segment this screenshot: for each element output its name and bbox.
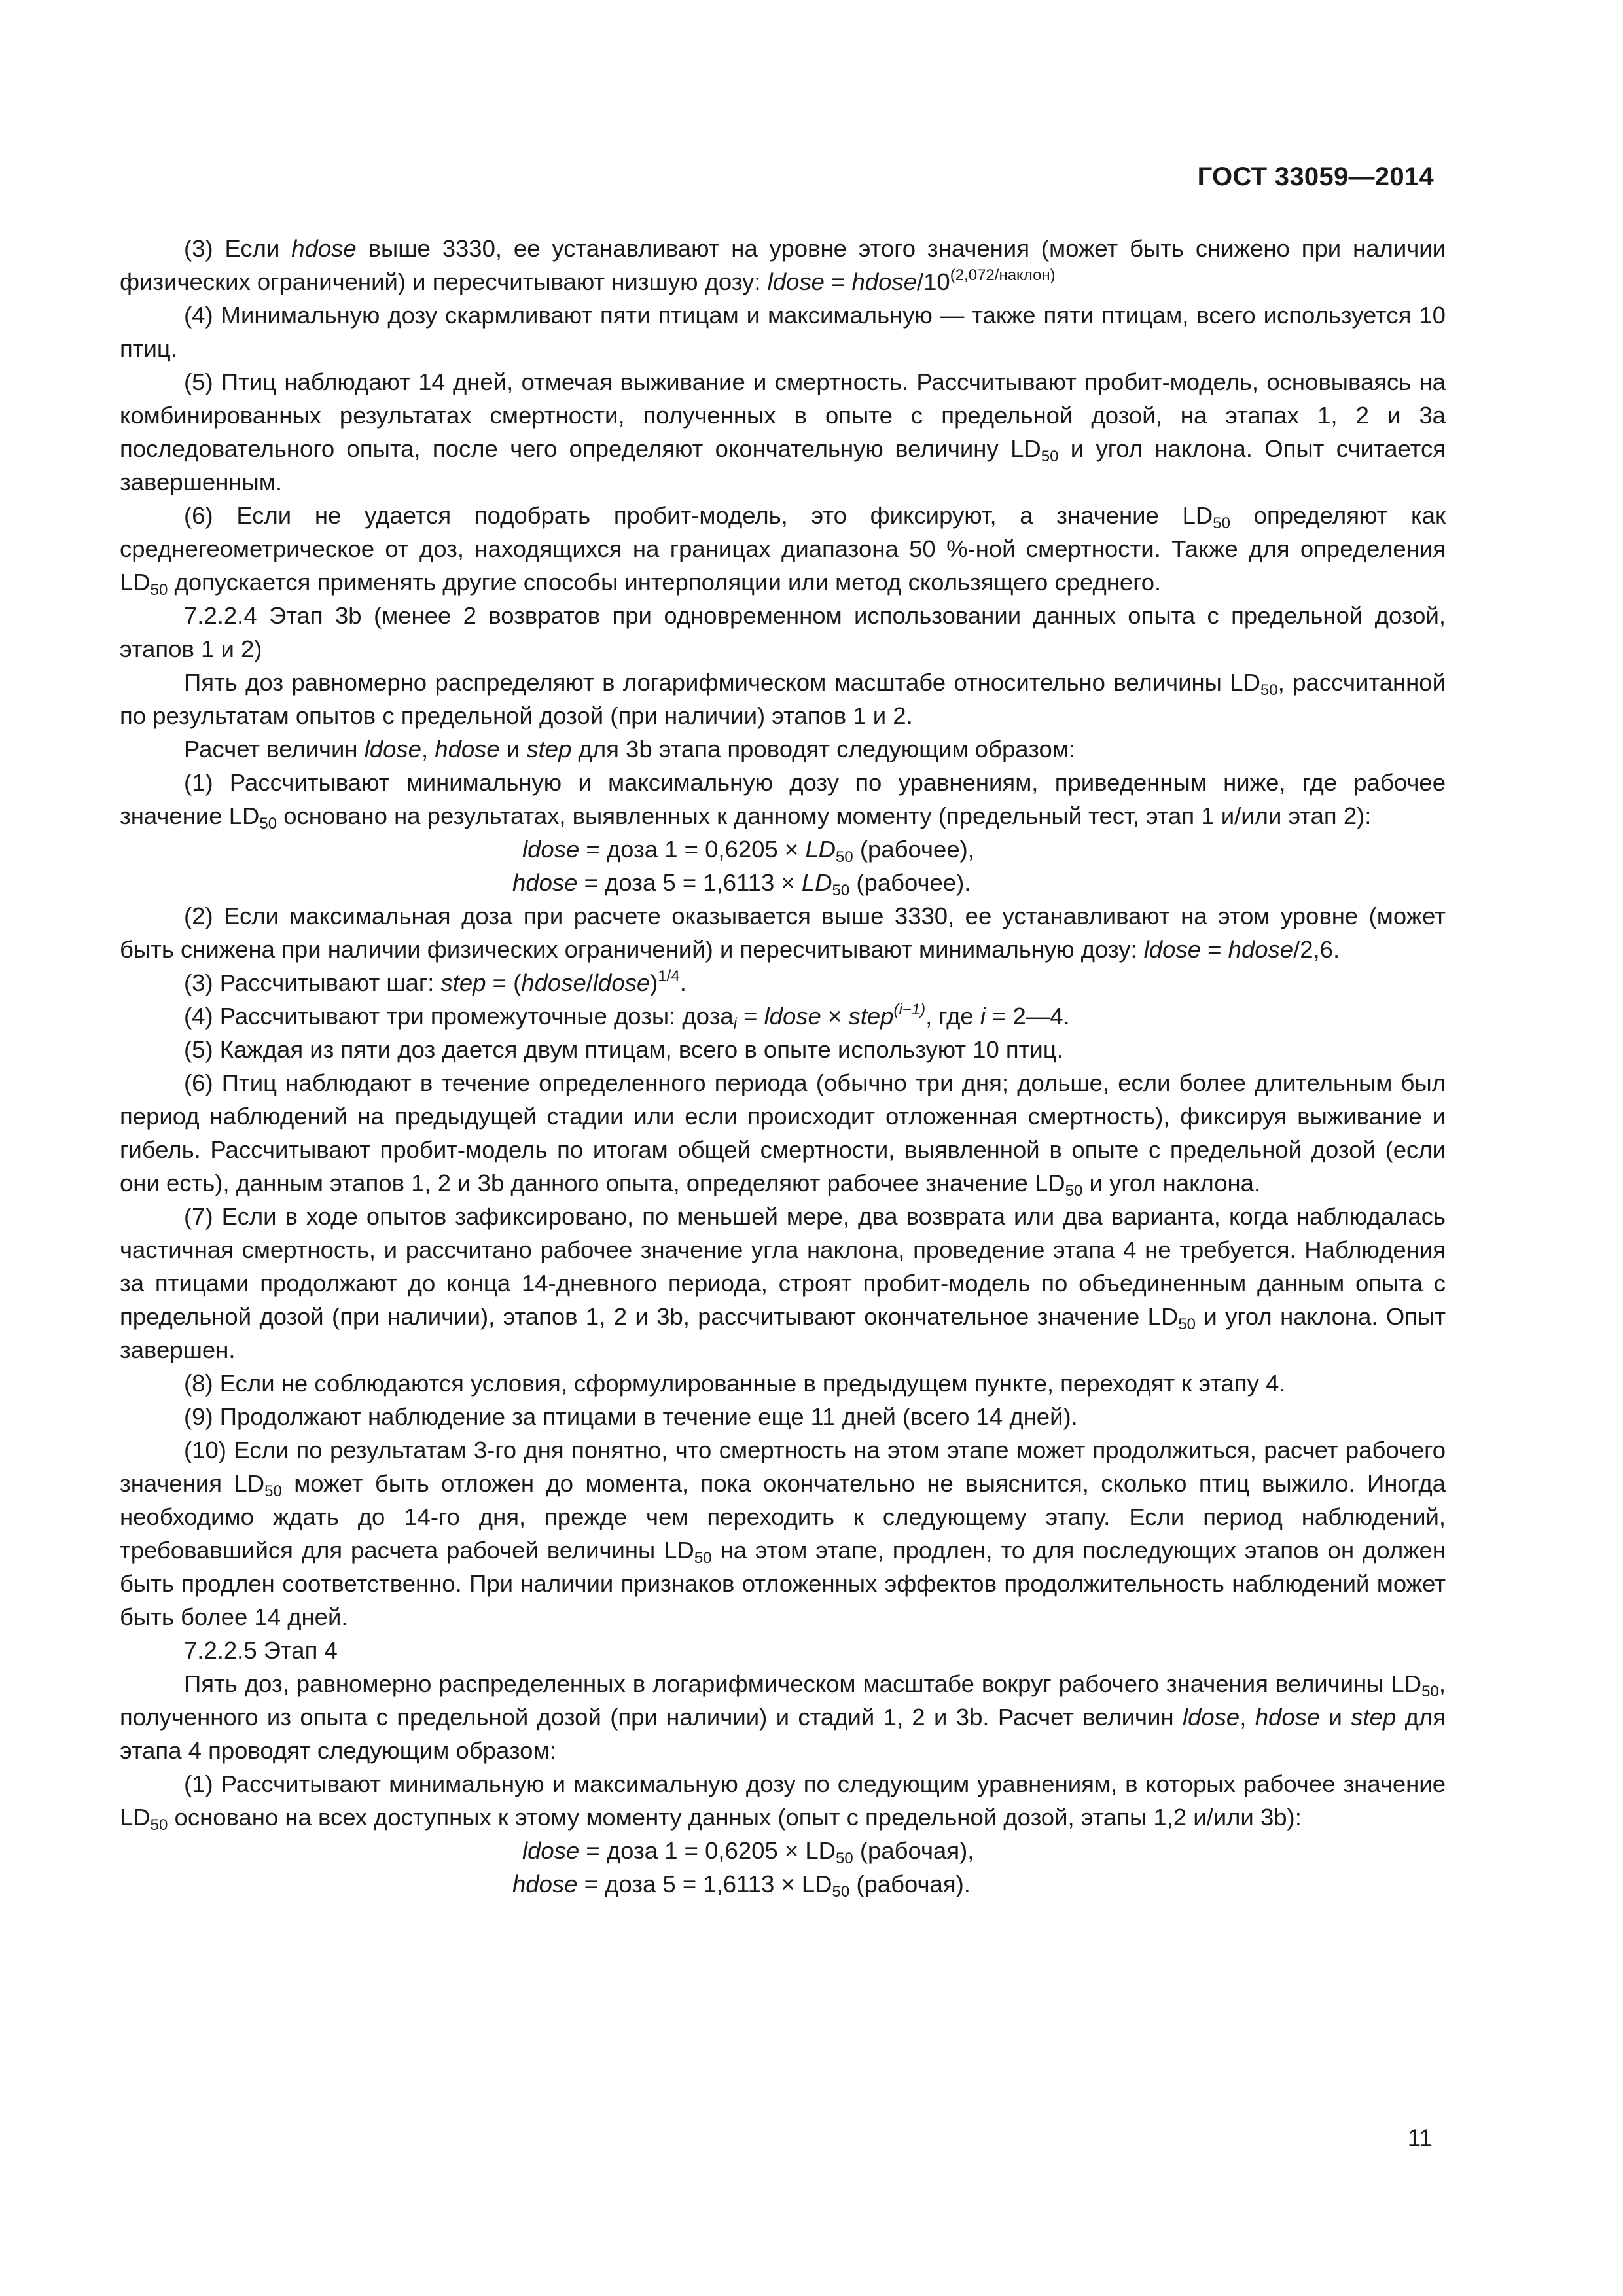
- text-run: 50: [1213, 514, 1230, 532]
- text-run: (7) Если в ходе опытов зафиксировано, по меньшей мере, два возврата или два варианта, когда наблюдалась частичная смертность, и рассчитано рабочее значение угла наклона, проведение этапа 4 не требуется. Наблюдения за птицами продолжают до конца 14-дневного периода, строят пробит-модель по объединенным данным опыта с предельной дозой (при наличии), этапов 1, 2 и 3b, рассчитывают окончательное значение LD: [120, 1203, 1446, 1330]
- text-run: ldose: [1143, 936, 1202, 963]
- paragraph-6-probit-failure: [120, 499, 1446, 599]
- text-run: i: [980, 1003, 986, 1030]
- text-run: ldose: [592, 969, 651, 996]
- paragraph-stage-4-intro: [120, 1667, 1446, 1767]
- text-run: hdose: [1228, 936, 1294, 963]
- text-run: основано на результатах, выявленных к данному моменту (предельный тест, этап 1 и/или этап 2):: [277, 802, 1372, 829]
- page-number: 11: [1407, 2125, 1433, 2151]
- section-7-2-2-5-heading: [120, 1634, 1446, 1667]
- text-run: = доза 5 = 1,6113 × LD: [577, 1871, 832, 1897]
- text-run: (6) Если не удается подобрать пробит-модель, это фиксируют, а значение LD: [184, 502, 1213, 529]
- text-run: может быть отложен до момента, пока окончательно не выяснится, сколько птиц выжило. Иногда необходимо ждать до 14-го дня, прежде чем переходить к следующему этапу. Если период наблюдений, требовавшийся для расчета рабочей величины LD: [120, 1470, 1446, 1564]
- text-run: ldose: [764, 1003, 821, 1030]
- text-run: (рабочая).: [849, 1871, 971, 1897]
- text-run: (9) Продолжают наблюдение за птицами в течение еще 11 дней (всего 14 дней).: [184, 1403, 1078, 1430]
- formula-ldose-3b: [120, 833, 1446, 866]
- text-run: ldose: [767, 268, 825, 295]
- paragraph-stage-3b-intro: [120, 666, 1446, 732]
- text-run: = доза 1 = 0,6205 ×: [579, 836, 806, 863]
- text-run: 50: [832, 882, 850, 899]
- paragraph-3b-step-4: [120, 999, 1446, 1033]
- text-run: = доза 5 = 1,6113 ×: [577, 869, 802, 896]
- text-run: ,: [421, 736, 435, 762]
- text-run: , полученного из опыта с предельной дозой (при наличии) и стадий 1, 2 и 3b. Расчет величин: [120, 1670, 1446, 1731]
- paragraph-3-hdose-limit: [120, 232, 1446, 298]
- text-run: (1) Рассчитывают минимальную и максимальную дозу по уравнениям, приведенным ниже, где рабочее значение LD: [120, 769, 1446, 829]
- text-run: = доза 1 = 0,6205 × LD: [579, 1837, 836, 1864]
- text-run: = 2—4.: [985, 1003, 1070, 1030]
- text-run: (2) Если максимальная доза при расчете оказывается выше 3330, ее устанавливают на этом уровне (может быть снижена при наличии физических ограничений) и пересчитывают минимальную дозу:: [120, 903, 1446, 963]
- text-run: 50: [150, 581, 168, 599]
- text-run: для этапа 4 проводят следующим образом:: [120, 1704, 1446, 1764]
- formula-hdose-4: [120, 1867, 1446, 1901]
- text-run: , рассчитанной по результатам опытов с предельной дозой (при наличии) этапов 1 и 2.: [120, 669, 1446, 729]
- text-run: (3) Если: [184, 235, 292, 262]
- text-run: 50: [1041, 448, 1059, 465]
- text-run: Пять доз, равномерно распределенных в логарифмическом масштабе вокруг рабочего значения величины LD: [184, 1670, 1422, 1697]
- text-run: /: [586, 969, 593, 996]
- text-run: step: [526, 736, 572, 762]
- paragraph-3b-step-10: [120, 1433, 1446, 1634]
- text-run: i: [733, 1015, 737, 1033]
- paragraph-3b-step-2: [120, 899, 1446, 966]
- text-run: (рабочее),: [853, 836, 974, 863]
- paragraph-3b-step-7: [120, 1200, 1446, 1367]
- text-run: для 3b этапа проводят следующим образом:: [571, 736, 1076, 762]
- text-run: и: [499, 736, 527, 762]
- text-run: ,: [1240, 1704, 1255, 1731]
- text-run: =: [736, 1003, 764, 1030]
- paragraph-3b-step-5: [120, 1033, 1446, 1066]
- text-run: 50: [1178, 1316, 1196, 1333]
- text-run: step: [440, 969, 486, 996]
- formula-hdose-3b: [120, 866, 1446, 899]
- text-run: 50: [836, 848, 853, 866]
- text-run: (i−1): [893, 1001, 926, 1018]
- text-run: =: [1201, 936, 1228, 963]
- paragraph-3b-step-1: [120, 766, 1446, 833]
- text-run: и угол наклона. Опыт завершен.: [120, 1303, 1446, 1363]
- text-run: hdose: [291, 235, 357, 262]
- text-run: hdose: [851, 268, 917, 295]
- text-run: hdose: [1255, 1704, 1321, 1731]
- text-run: 7.2.2.4 Этап 3b (менее 2 возвратов при одновременном использовании данных опыта с предельной дозой, этапов 1 и 2): [120, 602, 1446, 662]
- text-run: (10) Если по результатам 3-го дня понятно, что смертность на этом этапе может продолжиться, расчет рабочего значения LD: [120, 1437, 1446, 1497]
- standard-header: ГОСТ 33059—2014: [1197, 162, 1434, 191]
- text-run: (6) Птиц наблюдают в течение определенного периода (обычно три дня; дольше, если более длительным был период наблюдений на предыдущей стадии или если происходит отложенная смертность), фиксируя выживание и гибель. Рассчитывают пробит-модель по итогам общей смертности, выявленной в опыте с предельной дозой (если они есть), данным этапов 1, 2 и 3b данного опыта, определяют рабочее значение LD: [120, 1069, 1446, 1196]
- text-run: 7.2.2.5 Этап 4: [184, 1637, 338, 1664]
- text-run: 50: [1260, 681, 1278, 699]
- text-run: (5) Птиц наблюдают 14 дней, отмечая выживание и смертность. Рассчитывают пробит-модель, основываясь на комбинированных результатах смертности, полученных в опыте с предельной дозой, на этапах 1, 2 и 3а последовательного опыта, после чего определяют окончательную величину LD: [120, 368, 1446, 462]
- text-run: 50: [1421, 1683, 1439, 1700]
- text-run: 50: [259, 815, 277, 833]
- section-7-2-2-4-heading: [120, 599, 1446, 666]
- text-run: = (: [486, 969, 522, 996]
- text-run: hdose: [512, 869, 578, 896]
- text-run: hdose: [512, 1871, 578, 1897]
- text-run: (рабочее).: [849, 869, 971, 896]
- text-run: Пять доз равномерно распределяют в логарифмическом масштабе относительно величины LD: [184, 669, 1261, 696]
- text-run: 1/4: [658, 967, 680, 985]
- text-run: 50: [694, 1549, 712, 1567]
- paragraph-3b-step-9: [120, 1400, 1446, 1433]
- text-run: (5) Каждая из пяти доз дается двум птицам, всего в опыте используют 10 птиц.: [184, 1036, 1063, 1063]
- text-run: допускается применять другие способы интерполяции или метод скользящего среднего.: [168, 569, 1162, 596]
- text-run: LD: [801, 869, 832, 896]
- paragraph-3b-step-3: [120, 966, 1446, 999]
- text-run: , где: [925, 1003, 980, 1030]
- paragraph-3b-step-6: [120, 1066, 1446, 1200]
- text-run: ldose: [1182, 1704, 1240, 1731]
- text-run: ldose: [522, 1837, 580, 1864]
- text-run: =: [824, 268, 852, 295]
- text-run: .: [679, 969, 687, 996]
- text-run: (4) Рассчитывают три промежуточные дозы: доза: [184, 1003, 734, 1030]
- text-run: step: [1351, 1704, 1397, 1731]
- paragraph-5-observation: [120, 365, 1446, 499]
- paragraph-stage-4-step-1: [120, 1767, 1446, 1834]
- text-run: /2,6.: [1293, 936, 1340, 963]
- text-run: (2,072/наклон): [950, 266, 1056, 284]
- text-run: (3) Рассчитывают шаг:: [184, 969, 441, 996]
- text-run: 50: [836, 1850, 853, 1867]
- text-run: определяют как среднегеометрическое от доз, находящихся на границах диапазона 50 %-ной смертности. Также для определения LD: [120, 502, 1446, 596]
- text-run: и: [1320, 1704, 1351, 1731]
- text-run: (рабочая),: [853, 1837, 974, 1864]
- paragraph-4-dose-feeding: [120, 298, 1446, 365]
- text-run: (4) Минимальную дозу скармливают пяти птицам и максимальную — также пяти птицам, всего используется 10 птиц.: [120, 302, 1446, 362]
- text-run: hdose: [521, 969, 586, 996]
- paragraph-stage-3b-calc: [120, 732, 1446, 766]
- text-run: и угол наклона.: [1082, 1170, 1261, 1196]
- text-run: 50: [1065, 1182, 1083, 1200]
- text-run: (8) Если не соблюдаются условия, сформулированные в предыдущем пункте, переходят к этапу 4.: [184, 1370, 1286, 1397]
- text-run: (1) Рассчитывают минимальную и максимальную дозу по следующим уравнениям, в которых рабочее значение LD: [120, 1770, 1446, 1831]
- formula-ldose-4: [120, 1834, 1446, 1867]
- paragraph-3b-step-8: [120, 1367, 1446, 1400]
- text-run: на этом этапе, продлен, то для последующих этапов он должен быть продлен соответственно. При наличии признаков отложенных эффектов продолжительность наблюдений может быть более 14 дней.: [120, 1537, 1446, 1630]
- text-run: ): [650, 969, 658, 996]
- document-body: [120, 232, 1446, 1901]
- text-run: 50: [832, 1883, 850, 1901]
- text-run: ldose: [364, 736, 421, 762]
- text-run: и угол наклона. Опыт считается завершенным.: [120, 435, 1446, 495]
- text-run: выше 3330, ее устанавливают на уровне этого значения (может быть снижено при наличии физических ограничений) и пересчитывают низшую дозу:: [120, 235, 1446, 295]
- text-run: Расчет величин: [184, 736, 365, 762]
- text-run: основано на всех доступных к этому моменту данных (опыт с предельной дозой, этапы 1,2 и/или 3b):: [168, 1804, 1302, 1831]
- text-run: hdose: [435, 736, 500, 762]
- text-run: /10: [916, 268, 950, 295]
- text-run: ×: [821, 1003, 849, 1030]
- text-run: 50: [264, 1482, 282, 1500]
- text-run: 50: [150, 1816, 168, 1834]
- text-run: LD: [805, 836, 836, 863]
- text-run: step: [848, 1003, 894, 1030]
- text-run: ldose: [522, 836, 580, 863]
